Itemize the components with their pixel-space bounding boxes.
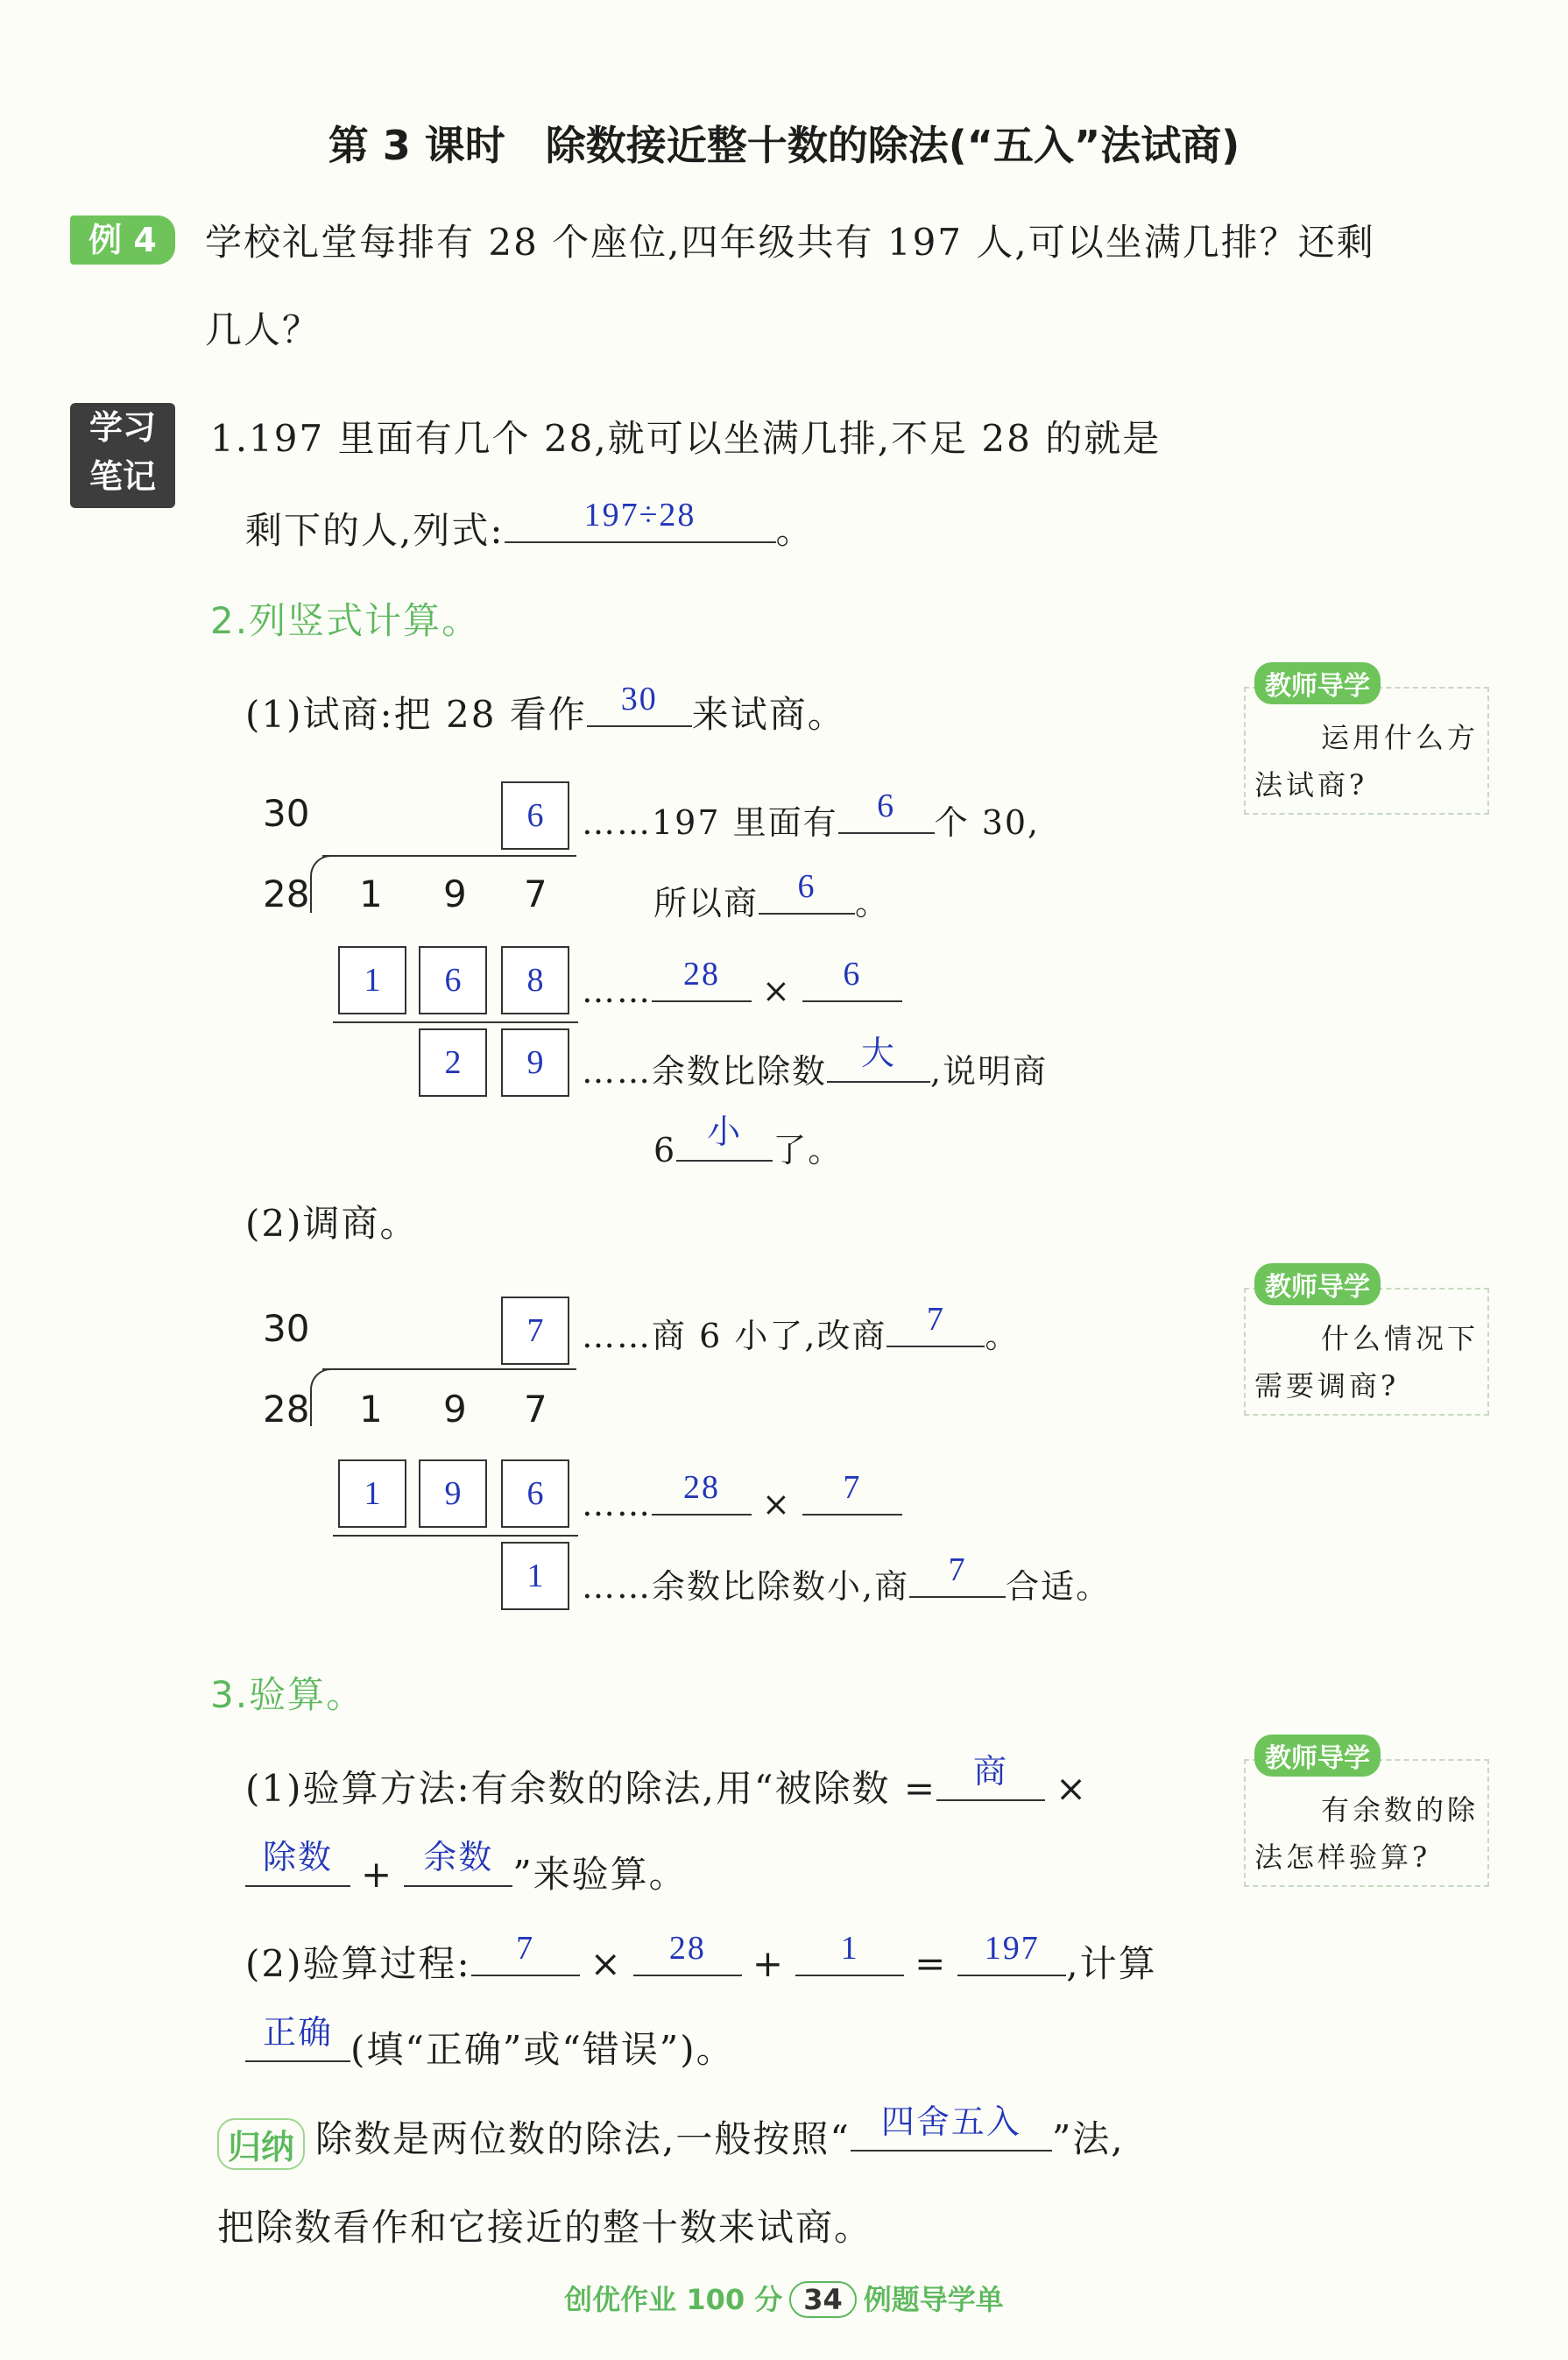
s3-process-c: 1 [840, 1930, 859, 1967]
calc1-note4-blank [827, 1035, 930, 1083]
summary-tag: 归纳 [217, 2118, 305, 2170]
calc1-note5-suffix: 了。 [773, 1131, 844, 1169]
s3-process-line1 [245, 1929, 1157, 1988]
calc2-product-box: 9 [419, 1459, 487, 1528]
calc2-note1-prefix: ……商 6 小了,改商 [582, 1317, 887, 1355]
calc1-note2-blank [759, 867, 855, 915]
calc2-note1-suffix: 。 [985, 1317, 1021, 1355]
calc2-note3-suffix: 合适。 [1006, 1567, 1112, 1606]
study-tag-line1: 学习 [88, 408, 156, 447]
summary-line1 [315, 2104, 1125, 2163]
summary-prefix: 除数是两位数的除法,一般按照“ [315, 2117, 851, 2160]
s2-step1-answer: 30 [620, 681, 658, 717]
calc2-note1-blank [886, 1300, 985, 1347]
calc1-dividend-digit: 9 [443, 873, 467, 915]
s3-process-d: 197 [984, 1930, 1040, 1967]
calc1-note1-suffix: 个 30, [934, 803, 1041, 842]
teacher-note-tag: 教师导学 [1254, 662, 1381, 704]
calc1-remainder-box: 9 [501, 1028, 569, 1097]
s3-process-blank-a [471, 1929, 580, 1976]
example-question-line2: 几人？ [205, 308, 321, 351]
s3-process-a: 7 [516, 1930, 535, 1967]
teacher-note-line2: 需要调商? [1254, 1369, 1400, 1403]
s3-method-prefix: (1)验算方法:有余数的除法,用“被除数 = [245, 1767, 937, 1810]
s1-line2 [245, 496, 815, 555]
calc1-note4 [582, 1035, 1048, 1092]
calc1-note2 [653, 867, 890, 924]
s3-method-blank-a [936, 1754, 1045, 1801]
calc1-division-bracket [310, 855, 333, 913]
calc2-note2-blank-a [652, 1468, 752, 1516]
s2-heading: 2.列竖式计算。 [210, 599, 481, 642]
s3-method-line2 [245, 1840, 688, 1898]
calc1-note3-blank-a [652, 955, 752, 1002]
calc1-note4-suffix: ,说明商 [930, 1052, 1049, 1091]
calc2-remainder-box: 1 [501, 1542, 569, 1610]
s3-method-blank-b [245, 1840, 350, 1887]
calc1-note4-prefix: ……余数比除数 [582, 1052, 828, 1091]
calc1-product-box: 8 [501, 946, 569, 1014]
calc1-dividend-digit: 7 [524, 873, 547, 915]
calc1-note5 [653, 1114, 843, 1171]
calc2-subtract-line [333, 1535, 578, 1537]
calc2-note1-answer: 7 [926, 1301, 945, 1338]
teacher-note-line2: 法试商? [1254, 768, 1368, 802]
calc2-note2-blank-b [802, 1468, 902, 1516]
s3-process-suffix: ,计算 [1066, 1942, 1157, 1985]
s1-answer: 197÷28 [583, 497, 696, 533]
calc1-note3-times: × [762, 972, 792, 1010]
calc1-divisor: 28 [263, 873, 310, 915]
s3-process-blank-answer [245, 2015, 350, 2062]
calc1-note3-prefix: …… [582, 972, 652, 1010]
calc2-division-bar [322, 1368, 576, 1370]
s2-step1-blank [587, 680, 692, 727]
calc2-note3-answer: 7 [948, 1551, 967, 1588]
calc2-note3-prefix: ……余数比除数小,商 [582, 1567, 910, 1606]
summary-suffix: ”法, [1051, 2117, 1125, 2160]
s3-process-line2 [245, 2015, 735, 2074]
calc2-note3 [582, 1551, 1111, 1607]
teacher-note-line1: 什么情况下 [1321, 1322, 1480, 1355]
calc1-subtract-line [333, 1021, 578, 1023]
calc1-note3-b: 6 [843, 956, 862, 993]
calc1-product-box: 1 [338, 946, 406, 1014]
s2-step1 [245, 680, 846, 738]
s1-line1: 1.197 里面有几个 28,就可以坐满几排,不足 28 的就是 [210, 417, 1162, 460]
s1-prefix: 剩下的人,列式: [245, 509, 505, 552]
calc2-product-box: 1 [338, 1459, 406, 1528]
calc1-note1-answer: 6 [877, 788, 896, 824]
s3-process-blank-c [795, 1929, 904, 1976]
calc2-dividend-digit: 7 [524, 1388, 547, 1431]
teacher-note-line1: 运用什么方 [1321, 721, 1480, 754]
calc1-note5-blank [676, 1114, 773, 1162]
calc1-note2-suffix: 。 [855, 884, 891, 922]
s3-process-answer: 正确 [262, 2015, 333, 2052]
calc2-note2-a: 28 [683, 1469, 720, 1506]
teacher-note-1 [1244, 671, 1489, 815]
calc1-note1-prefix: ……197 里面有 [582, 803, 838, 842]
page-number: 34 [789, 2281, 857, 2318]
calc2-dividend-digit: 9 [443, 1388, 467, 1431]
calc2-trial: 30 [263, 1307, 310, 1350]
s2-step2: (2)调商。 [245, 1202, 419, 1245]
s3-process-plus: + [752, 1942, 786, 1985]
calc1-note1-blank [838, 787, 935, 834]
calc2-product-box: 6 [501, 1459, 569, 1528]
s3-process-hint: (填“正确”或“错误”)。 [350, 2028, 735, 2071]
s3-method-a: 商 [973, 1754, 1009, 1791]
study-notes-tag [70, 403, 175, 508]
teacher-note-line1: 有余数的除 [1321, 1793, 1480, 1827]
s3-process-eq: = [915, 1942, 948, 1985]
calc2-note1 [582, 1300, 1020, 1357]
s3-process-times: × [590, 1942, 623, 1985]
s2-step1-prefix: (1)试商:把 28 看作 [245, 693, 587, 736]
calc1-product-box: 6 [419, 946, 487, 1014]
calc1-trial: 30 [263, 792, 310, 835]
s3-process-blank-d [957, 1929, 1066, 1976]
page-footer [0, 2278, 1568, 2318]
calc1-note5-answer: 小 [707, 1114, 743, 1151]
study-tag-line2: 笔记 [88, 457, 156, 496]
calc2-division-bracket [310, 1368, 333, 1426]
page-title: 第 3 课时 除数接近整十数的除法(“五入”法试商) [328, 122, 1240, 169]
teacher-note-2 [1244, 1272, 1489, 1416]
calc1-note3-blank-b [802, 955, 902, 1002]
s3-method-suffix: ”来验算。 [512, 1853, 688, 1896]
calc1-quotient-box: 6 [501, 781, 569, 850]
calc1-remainder-box: 2 [419, 1028, 487, 1097]
calc2-note2-b: 7 [843, 1469, 862, 1506]
calc2-note2-prefix: …… [582, 1485, 652, 1523]
s1-answer-blank [505, 496, 776, 543]
s3-method-times: × [1056, 1767, 1089, 1810]
s3-method-b: 除数 [262, 1840, 333, 1876]
footer-left: 创优作业 100 分 [564, 2283, 783, 2316]
teacher-note-line2: 法怎样验算? [1254, 1841, 1431, 1874]
example-question-line1: 学校礼堂每排有 28 个座位,四年级共有 197 人,可以坐满几排？还剩 [205, 221, 1375, 264]
calc2-quotient-box: 7 [501, 1297, 569, 1365]
calc1-note3 [582, 955, 902, 1010]
calc1-note1 [582, 787, 1040, 844]
summary-line2: 把除数看作和它接近的整十数来试商。 [217, 2206, 873, 2249]
s1-suffix: 。 [775, 509, 815, 552]
calc1-note2-answer: 6 [797, 868, 816, 905]
s3-process-b: 28 [668, 1930, 706, 1967]
teacher-note-3 [1244, 1743, 1489, 1887]
calc2-note3-blank [909, 1551, 1006, 1598]
footer-right: 例题导学单 [863, 2283, 1004, 2316]
s3-heading: 3.验算。 [210, 1673, 365, 1716]
summary-answer: 四舍五入 [880, 2104, 1021, 2141]
calc2-divisor: 28 [263, 1388, 310, 1431]
calc2-note2 [582, 1468, 902, 1523]
teacher-note-tag: 教师导学 [1254, 1263, 1381, 1305]
calc1-note2-prefix: 所以商 [653, 884, 759, 922]
s3-method-blank-c [404, 1840, 512, 1887]
s3-process-prefix: (2)验算过程: [245, 1942, 471, 1985]
calc1-division-bar [322, 855, 576, 857]
example-tag: 例 4 [70, 216, 175, 265]
s3-method-c: 余数 [423, 1840, 494, 1876]
s2-step1-suffix: 来试商。 [691, 693, 846, 736]
s3-method-line1 [245, 1754, 1088, 1812]
calc1-note4-answer: 大 [861, 1035, 897, 1072]
calc2-dividend-digit: 1 [359, 1388, 383, 1431]
calc1-note3-a: 28 [683, 956, 720, 993]
calc2-note2-times: × [762, 1485, 792, 1523]
calc1-note5-prefix: 6 [653, 1131, 677, 1169]
calc1-dividend-digit: 1 [359, 873, 383, 915]
s3-method-plus: + [361, 1853, 394, 1896]
summary-blank [851, 2104, 1052, 2152]
s3-process-blank-b [633, 1929, 742, 1976]
teacher-note-tag: 教师导学 [1254, 1735, 1381, 1777]
